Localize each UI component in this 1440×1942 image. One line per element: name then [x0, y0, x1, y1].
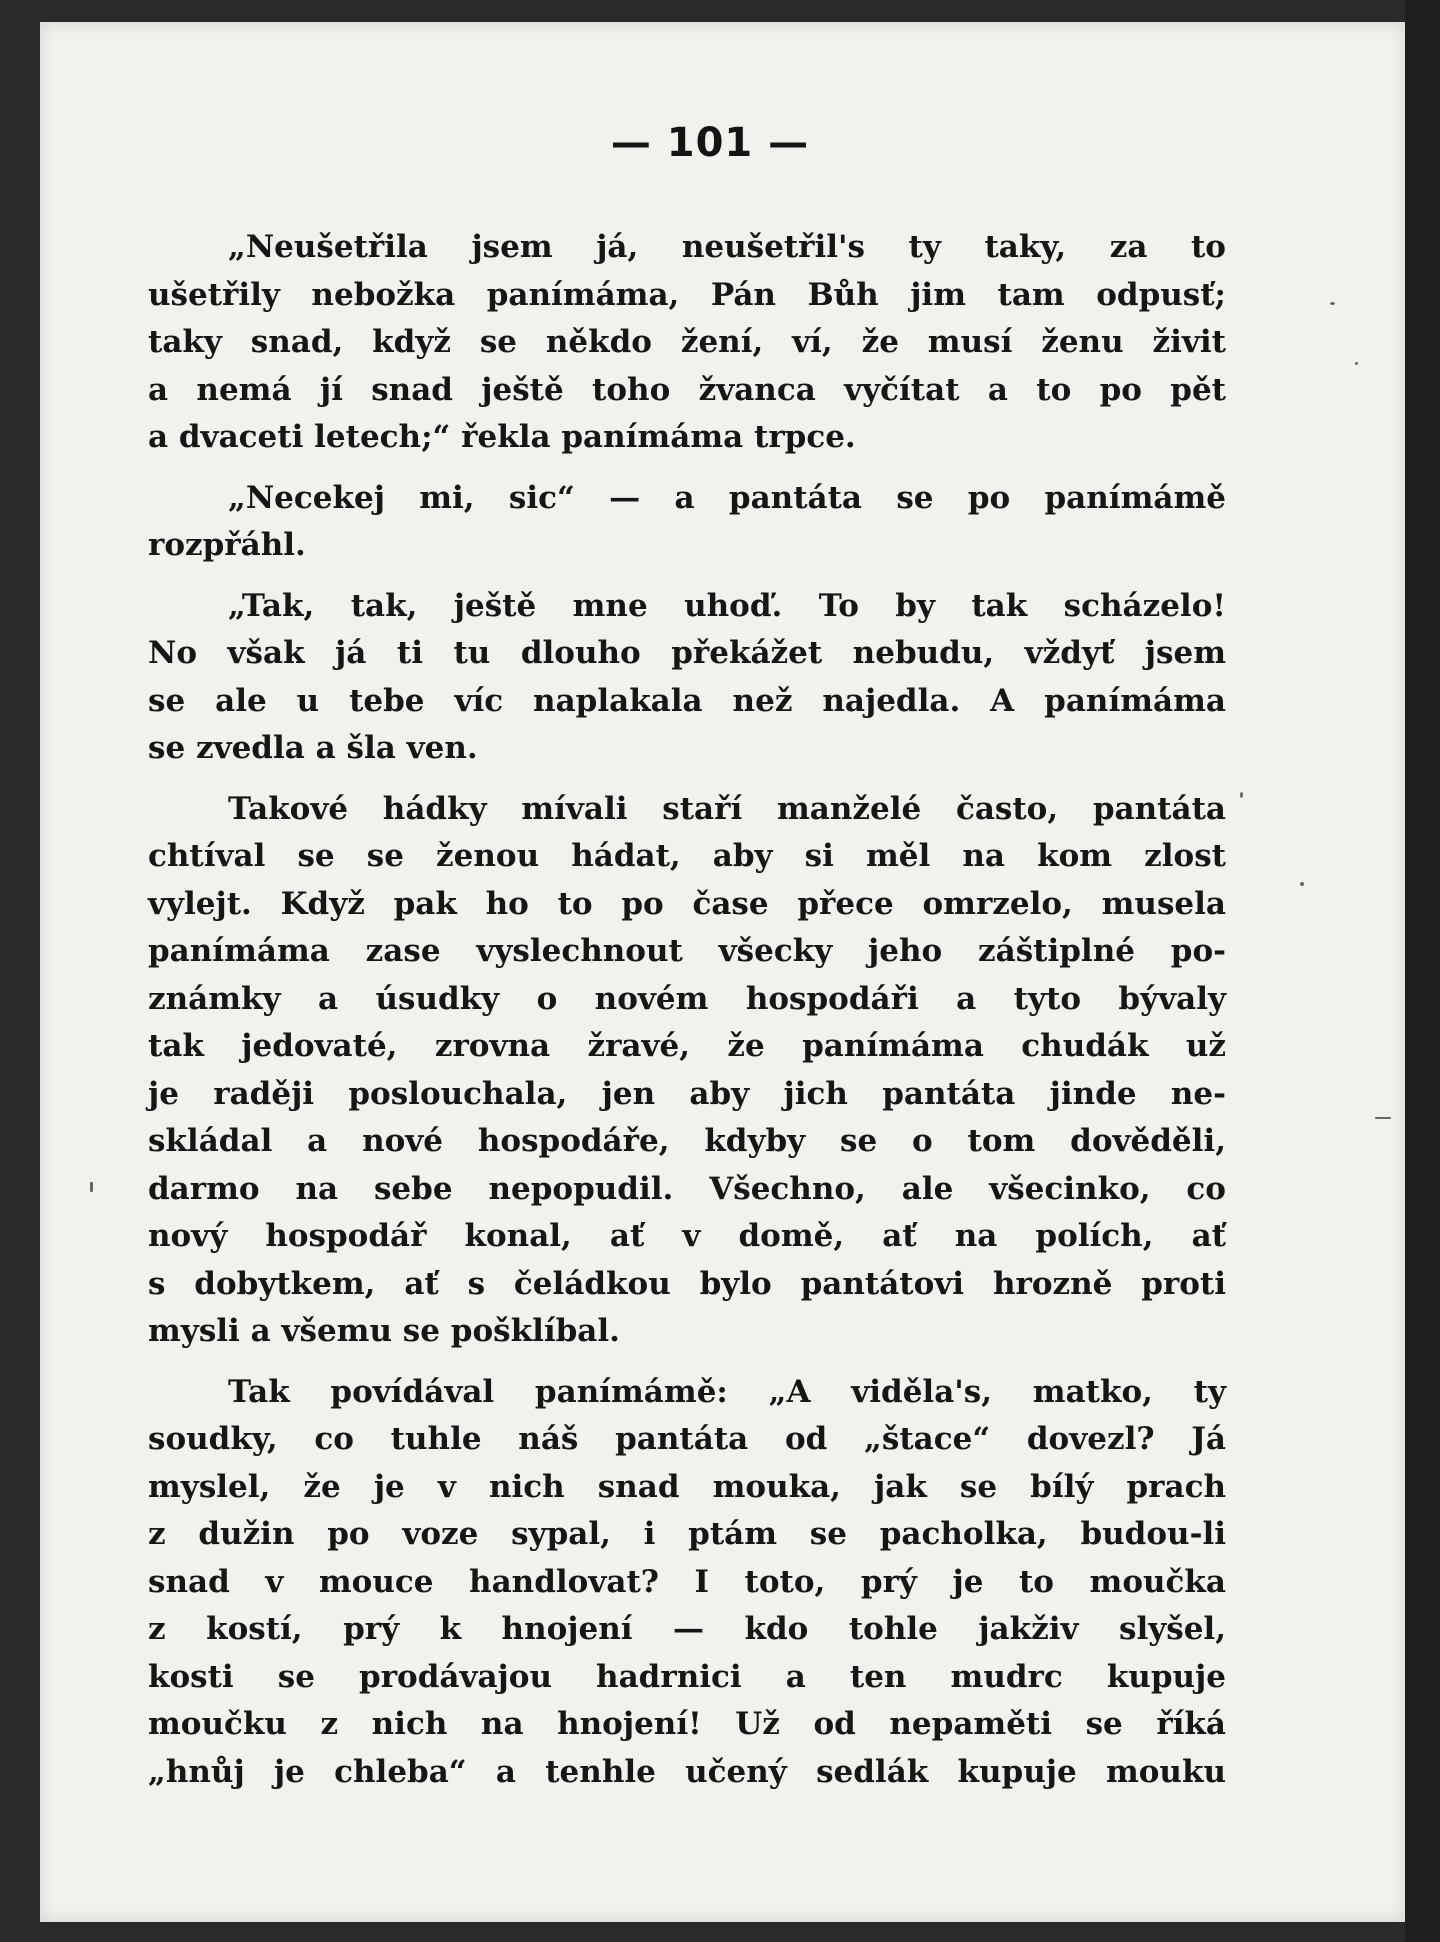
text-line: rozpřáhl.	[148, 527, 306, 563]
paper-speck	[1330, 302, 1335, 305]
paper-speck	[1375, 1117, 1391, 1119]
paragraph	[148, 475, 1226, 570]
text-line: se ale u tebe víc naplakala než najedla. A panímáma	[148, 682, 1226, 719]
text-line: a dvaceti letech;“ řekla panímáma trpce.	[148, 419, 856, 455]
paper-speck	[1300, 882, 1304, 886]
text-line: s dobytkem, ať s čeládkou bylo pantátovi hrozně proti	[148, 1265, 1226, 1302]
text-line: skládal a nové hospodáře, kdyby se o tom dověděli,	[148, 1123, 1226, 1159]
paper-speck	[1355, 362, 1358, 365]
text-line: „Necekej mi, sic“ — a pantáta se po panímámě	[228, 479, 1226, 516]
text-line: „Neušetřila jsem já, neušetřil's ty taky, za to	[228, 229, 1226, 265]
paragraph	[148, 1369, 1226, 1797]
text-line: a nemá jí snad ještě toho žvanca vyčítat a to po pět	[148, 371, 1226, 408]
text-line: Takové hádky mívali staří manželé často, pantáta	[228, 790, 1226, 827]
paragraph	[148, 224, 1226, 462]
text-line: známky a úsudky o novém hospodáři a tyto bývaly	[148, 980, 1226, 1017]
text-line: „hnůj je chleba“ a tenhle učený sedlák kupuje mouku	[148, 1753, 1226, 1790]
paragraph	[148, 583, 1226, 773]
text-line: „Tak, tak, ještě mne uhoď. To by tak scházelo!	[228, 587, 1226, 624]
text-line: nový hospodář konal, ať v domě, ať na polích, ať	[148, 1218, 1226, 1254]
text-line: se zvedla a šla ven.	[148, 730, 478, 766]
text-line: moučku z nich na hnojení! Už od nepaměti se říká	[148, 1706, 1226, 1742]
text-line: Tak povídával panímámě: „A viděla's, matko, ty	[228, 1373, 1226, 1410]
text-line: soudky, co tuhle náš pantáta od „štace“ dovezl? Já	[148, 1421, 1226, 1457]
text-line: vylejt. Když pak ho to po čase přece omrzelo, musela	[148, 885, 1226, 922]
text-line: kosti se prodávajou hadrnici a ten mudrc kupuje	[148, 1658, 1226, 1695]
text-line: taky snad, když se někdo žení, ví, že musí ženu živit	[148, 324, 1226, 360]
text-line: myslel, že je v nich snad mouka, jak se bílý prach	[148, 1468, 1226, 1505]
paper-speck	[1240, 792, 1243, 798]
paragraph	[148, 786, 1226, 1356]
paper-speck	[90, 1182, 93, 1192]
text-line: darmo na sebe nepopudil. Všechno, ale všecinko, co	[148, 1170, 1226, 1207]
text-line: ušetřily nebožka panímáma, Pán Bůh jim tam odpusť;	[148, 276, 1226, 313]
text-line: z kostí, prý k hnojení — kdo tohle jakživ slyšel,	[148, 1611, 1226, 1647]
text-line: mysli a všemu se pošklíbal.	[148, 1313, 620, 1349]
text-line: snad v mouce handlovat? I toto, prý je to moučka	[148, 1563, 1226, 1600]
book-page	[40, 22, 1405, 1922]
scan-border	[1405, 0, 1440, 1942]
text-line: chtíval se se ženou hádat, aby si měl na kom zlost	[148, 838, 1226, 874]
text-line: je raději poslouchala, jen aby jich pantáta jinde ne-	[148, 1075, 1226, 1112]
page-number: — 101 —	[610, 120, 810, 166]
page-text	[148, 224, 1226, 1796]
text-line: panímáma zase vyslechnout všecky jeho záštiplné po-	[148, 933, 1226, 969]
text-line: tak jedovaté, zrovna žravé, že panímáma chudák už	[148, 1028, 1226, 1064]
text-line: No však já ti tu dlouho překážet nebudu, vždyť jsem	[148, 635, 1226, 671]
text-line: z dužin po voze sypal, i ptám se pacholka, budou-li	[148, 1516, 1226, 1552]
